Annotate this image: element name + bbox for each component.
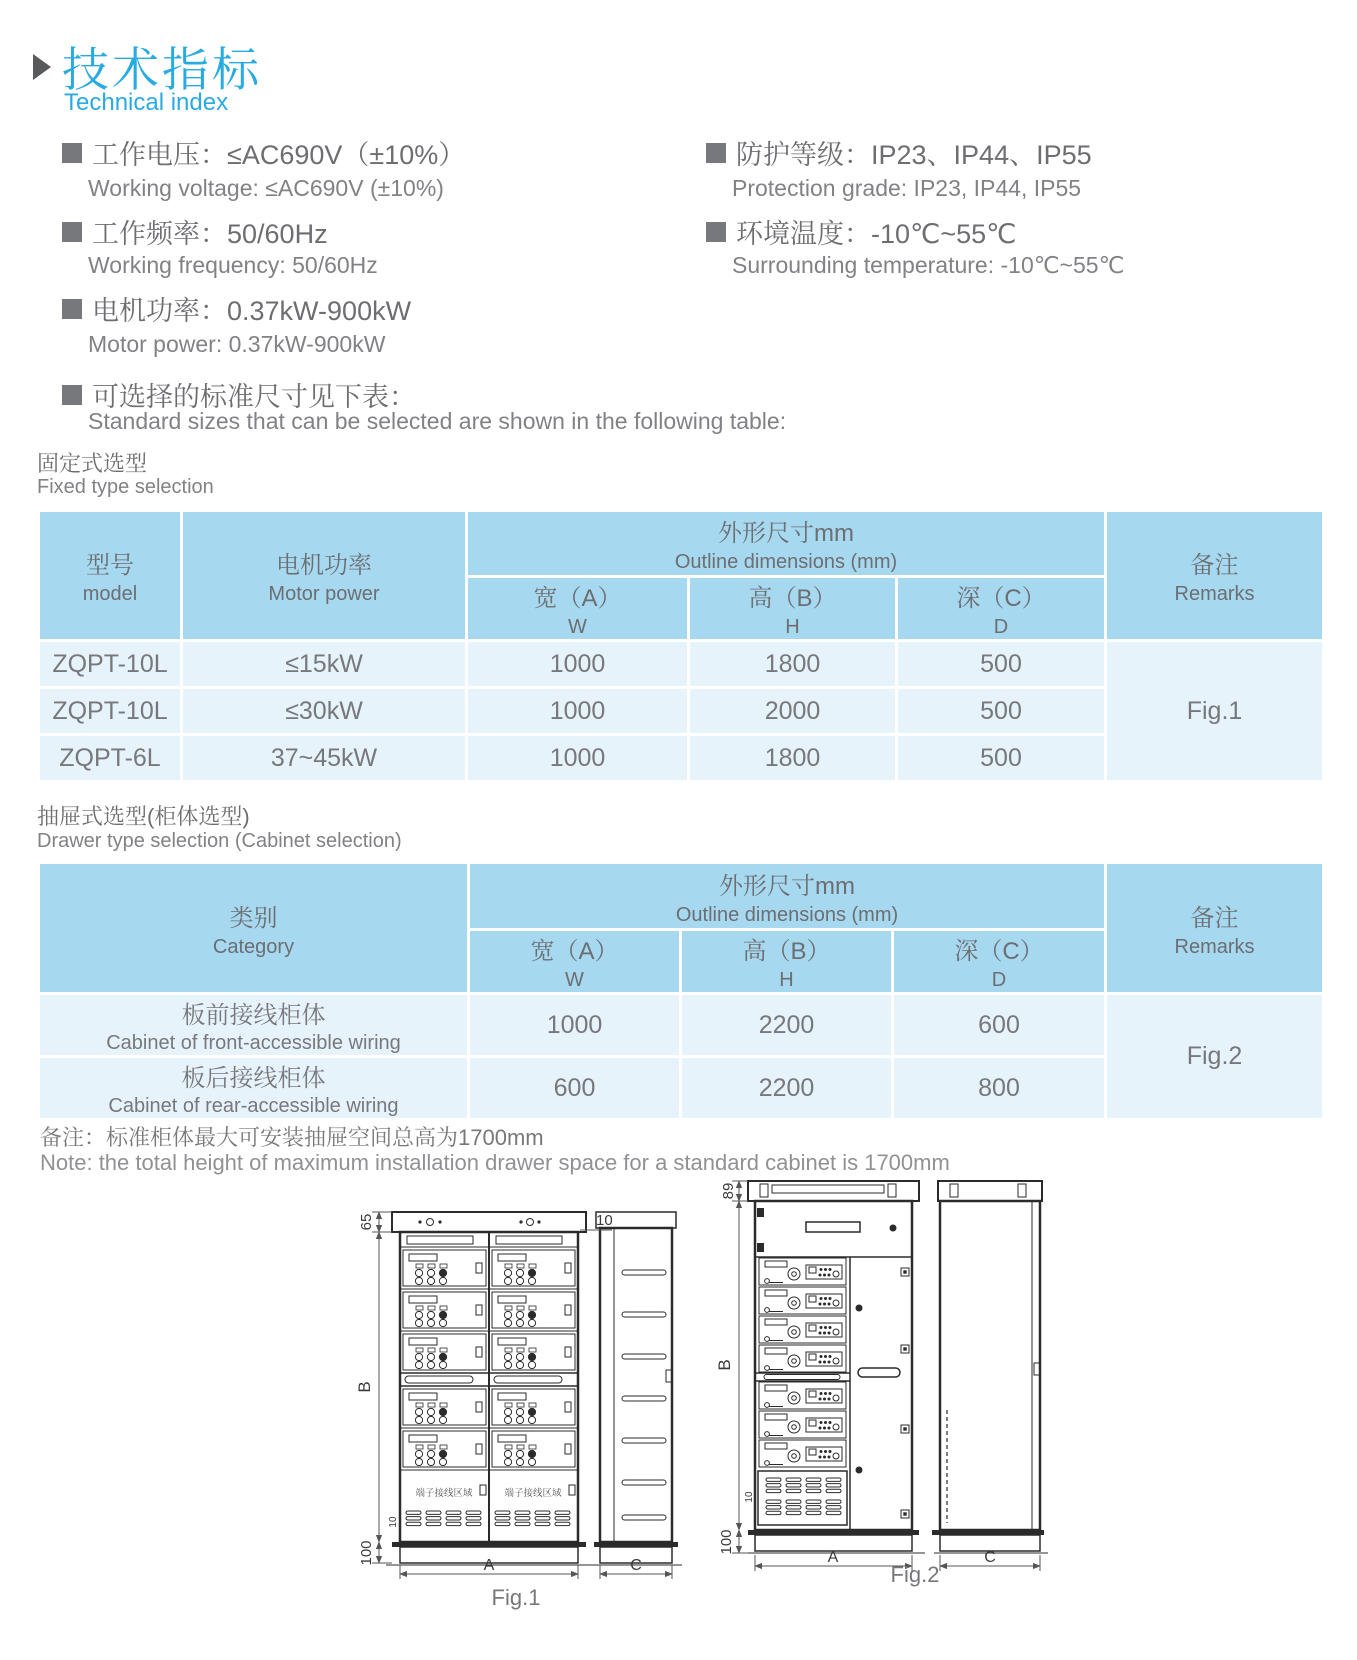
- cell-height: 1800: [689, 735, 897, 782]
- spec-surrounding-temperature-en: Surrounding temperature: -10℃~55℃: [732, 252, 1125, 278]
- col-header-motor-power: [182, 511, 467, 641]
- col-header-category: [39, 863, 469, 994]
- drawer-selection-title-cn: 抽屉式选型(柜体选型): [37, 804, 250, 829]
- footnote-en: Note: the total height of maximum installation drawer space for a standard cabinet is 1700mm: [40, 1150, 950, 1175]
- fig1-drawing: [355, 1212, 682, 1610]
- spec-text: 可选择的标准尺寸见下表：: [92, 382, 416, 412]
- page-subtitle: Technical index: [64, 89, 229, 116]
- table-row: [39, 641, 1324, 688]
- table-header-row: [39, 511, 1324, 577]
- header-label-cn: 宽（A）: [530, 938, 619, 965]
- header-label-cn: 高（B）: [748, 585, 837, 612]
- footnote-cn: 备注：标准柜体最大可安装抽屉空间总高为1700mm: [40, 1125, 544, 1150]
- fig1-caption: Fig.1: [491, 1585, 541, 1610]
- cell-depth: 500: [897, 641, 1106, 688]
- fig2-caption: Fig.2: [890, 1562, 940, 1587]
- header-label-cn: 外形尺寸mm: [718, 520, 854, 547]
- header-label-cn: 电机功率: [276, 552, 372, 579]
- spec-motor-power-cn: [62, 289, 411, 328]
- header-label-cn: 深（C）: [956, 585, 1046, 612]
- fig1-side-view: [590, 1212, 682, 1565]
- fig1-base-dim-label: 100: [358, 1540, 375, 1566]
- spec-protection-grade-en: Protection grade: IP23, IP44, IP55: [732, 175, 1082, 201]
- spec-protection-grade-cn: [706, 133, 1092, 172]
- square-bullet-icon: [62, 222, 82, 242]
- spec-working-frequency-en: Working frequency: 50/60Hz: [88, 252, 378, 278]
- header-label-cn: 宽（A）: [533, 585, 622, 612]
- cell-width: 1000: [467, 641, 689, 688]
- cell-depth: 500: [897, 735, 1106, 782]
- col-header-outline-dimensions: [469, 863, 1106, 930]
- fixed-selection-title-en: Fixed type selection: [37, 476, 214, 498]
- header-label-en: Outline dimensions (mm): [675, 903, 899, 926]
- header-label-cn: 深（C）: [954, 938, 1044, 965]
- cell-model: ZQPT-6L: [39, 735, 182, 782]
- col-header-remarks: [1106, 511, 1324, 641]
- spec-text: 环境温度：-10℃~55℃: [736, 219, 1017, 249]
- cell-power: ≤15kW: [182, 641, 467, 688]
- square-bullet-icon: [706, 143, 726, 163]
- cell-power: ≤30kW: [182, 688, 467, 735]
- header-label-en: H: [779, 969, 794, 991]
- spec-working-voltage-en: Working voltage: ≤AC690V (±10%): [88, 175, 444, 201]
- fig1-bottom-offset-dim-label: 10: [388, 1516, 399, 1528]
- fig1-cap-dim-label: 65: [358, 1213, 375, 1231]
- header-label-cn: 型号: [86, 552, 134, 579]
- cell-height: 2200: [681, 994, 893, 1057]
- header-label-cn: 备注: [1190, 904, 1239, 932]
- drawer-selection-table: [37, 861, 1325, 1121]
- category-label-cn: 板后接线柜体: [181, 1065, 326, 1092]
- fig2-depth-dim-label: C: [984, 1549, 996, 1566]
- spec-surrounding-temperature-cn: [706, 212, 1016, 251]
- fixed-selection-table: [37, 509, 1325, 783]
- cell-width: 1000: [469, 994, 681, 1057]
- cell-power: 37~45kW: [182, 735, 467, 782]
- col-header-height: [681, 930, 893, 994]
- header-label-en: model: [82, 583, 138, 605]
- fig1-terminal-area-label: 端子接线区域: [504, 1488, 562, 1499]
- header-label-en: D: [991, 969, 1007, 991]
- cell-height: 2000: [689, 688, 897, 735]
- header-label-en: Remarks: [1174, 583, 1255, 605]
- table-row: [39, 994, 1324, 1057]
- cell-height: 1800: [689, 641, 897, 688]
- cell-model: ZQPT-10L: [39, 641, 182, 688]
- fig2-drawing: [715, 1181, 1048, 1587]
- fig2-base-dim-label: 100: [718, 1529, 735, 1555]
- col-header-height: [689, 577, 897, 641]
- col-header-remarks: [1106, 863, 1324, 994]
- spec-motor-power-en: Motor power: 0.37kW-900kW: [88, 331, 386, 357]
- cell-width: 1000: [467, 735, 689, 782]
- fig1-top-offset-dim-label: 10: [596, 1212, 613, 1229]
- fig2-height-dim-label: B: [715, 1359, 734, 1371]
- fig2-front-view: [742, 1181, 925, 1553]
- header-label-en: Outline dimensions (mm): [674, 551, 898, 573]
- header-label-en: Motor power: [268, 583, 380, 605]
- cell-width: 600: [469, 1057, 681, 1120]
- col-header-width: [467, 577, 689, 641]
- drawer-selection-title-en: Drawer type selection (Cabinet selection): [37, 830, 402, 852]
- col-header-width: [469, 930, 681, 994]
- header-label-cn: 外形尺寸mm: [719, 872, 855, 900]
- fig1-height-dim-label: B: [355, 1381, 374, 1393]
- page-title: 技术指标: [62, 43, 262, 96]
- category-label-en: Cabinet of front-accessible wiring: [106, 1032, 401, 1054]
- header-label-en: H: [785, 616, 800, 638]
- spec-text: 防护等级：IP23、IP44、IP55: [736, 140, 1092, 170]
- fig1-terminal-area-label: 端子接线区域: [415, 1488, 473, 1499]
- col-header-depth: [897, 577, 1106, 641]
- header-label-cn: 备注: [1190, 552, 1239, 579]
- spec-text: 电机功率：0.37kW-900kW: [92, 296, 412, 326]
- square-bullet-icon: [62, 143, 82, 163]
- cell-height: 2200: [681, 1057, 893, 1120]
- header-label-en: W: [565, 969, 584, 991]
- square-bullet-icon: [62, 299, 82, 319]
- fig2-side-view: [932, 1181, 1048, 1553]
- cell-category: [39, 994, 469, 1057]
- header-label-en: W: [568, 616, 587, 638]
- spec-text: 工作电压：≤AC690V（±10%）: [92, 140, 466, 170]
- spec-working-frequency-cn: [62, 212, 328, 251]
- header-label-en: Category: [212, 935, 295, 958]
- cell-depth: 800: [893, 1057, 1106, 1120]
- header-label-cn: 高（B）: [742, 938, 831, 965]
- header-label-en: D: [993, 616, 1009, 638]
- cell-depth: 500: [897, 688, 1106, 735]
- section-arrow-icon: [33, 54, 51, 80]
- table-header-row: [39, 863, 1324, 930]
- cell-model: ZQPT-10L: [39, 688, 182, 735]
- fig2-width-dim-label: A: [827, 1549, 839, 1566]
- fig2-dimensions: [732, 1181, 1040, 1571]
- fig1-width-dim-label: A: [483, 1557, 495, 1574]
- col-header-model: [39, 511, 182, 641]
- spec-working-voltage-cn: [62, 133, 465, 172]
- col-header-outline-dimensions: [467, 511, 1106, 577]
- cell-remark: Fig.2: [1106, 994, 1324, 1120]
- spec-standard-sizes-en: Standard sizes that can be selected are shown in the following table:: [88, 408, 787, 434]
- col-header-depth: [893, 930, 1106, 994]
- fixed-selection-title-cn: 固定式选型: [37, 451, 148, 476]
- cell-remark: Fig.1: [1106, 641, 1324, 782]
- fig2-cap-dim-label: 89: [720, 1182, 737, 1200]
- category-label-cn: 板前接线柜体: [181, 1002, 326, 1029]
- cell-depth: 600: [893, 994, 1106, 1057]
- category-label-en: Cabinet of rear-accessible wiring: [108, 1095, 399, 1117]
- fig1-front-view: [386, 1212, 592, 1565]
- header-label-en: Remarks: [1174, 935, 1255, 958]
- cabinet-figures-drawing: [0, 1175, 1357, 1650]
- cell-category: [39, 1057, 469, 1120]
- fig1-depth-dim-label: C: [630, 1557, 642, 1574]
- cell-width: 1000: [467, 688, 689, 735]
- square-bullet-icon: [62, 385, 82, 405]
- fig2-bottom-offset-dim-label: 10: [744, 1491, 755, 1503]
- header-label-cn: 类别: [229, 904, 278, 932]
- spec-text: 工作频率：50/60Hz: [92, 219, 328, 249]
- square-bullet-icon: [706, 222, 726, 242]
